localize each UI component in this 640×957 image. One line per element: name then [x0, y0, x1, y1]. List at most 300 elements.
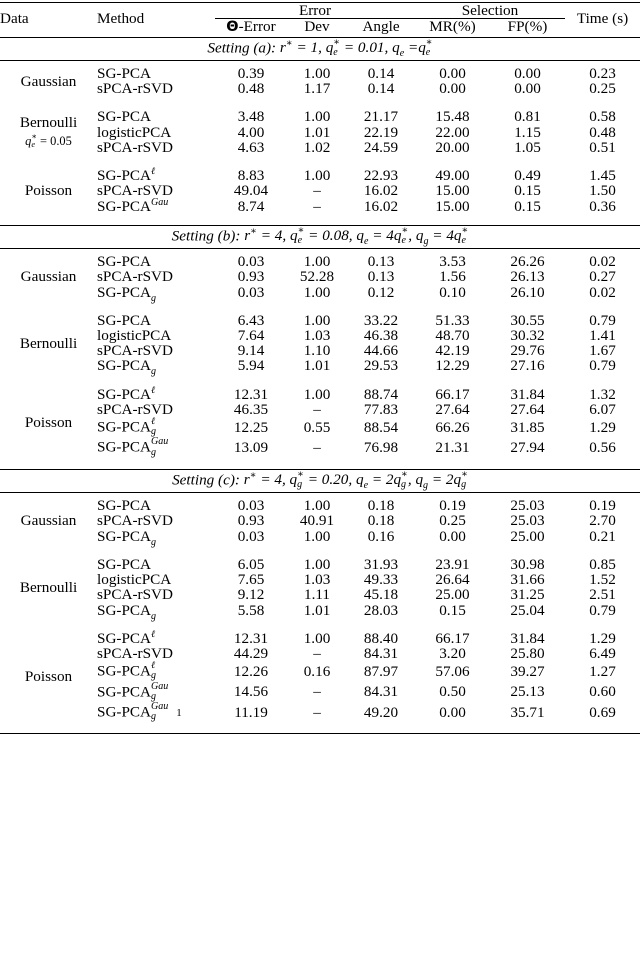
value-cell: 1.00 — [303, 497, 331, 515]
value-cell: 0.16 — [303, 662, 331, 680]
value-cell: 0.79 — [589, 601, 616, 619]
method-superscript: ℓ — [151, 628, 156, 640]
setting-param-q — [415, 468, 468, 492]
data-group-name: Gaussian — [20, 512, 77, 530]
value-cell: 0.27 — [589, 268, 616, 286]
data-group-name: Poisson — [24, 413, 73, 431]
method-cell — [97, 527, 215, 548]
value-cell: 23.91 — [435, 555, 470, 573]
value-cell: 88.40 — [363, 629, 399, 647]
q-subscript: e — [31, 140, 36, 150]
column-header-angle — [347, 19, 415, 35]
table-row — [0, 168, 640, 183]
method-name: SG-PCA — [97, 357, 152, 375]
q-subscript: g — [297, 479, 303, 491]
value-cell: 22.19 — [363, 123, 399, 141]
column-header-method — [97, 3, 215, 35]
setting-caption-row — [0, 469, 640, 490]
value-cell: 30.55 — [510, 311, 545, 329]
method-name: logisticPCA — [97, 123, 172, 141]
value-cell: 0.79 — [589, 357, 616, 375]
value-cell: 1.00 — [303, 555, 331, 573]
value-cell: 16.02 — [363, 182, 399, 200]
value-cell: – — [313, 400, 321, 418]
value-cell: 0.56 — [589, 439, 616, 457]
value-cell: 0.03 — [237, 527, 265, 545]
value-cell: 31.84 — [510, 385, 545, 403]
value-cell: 87.97 — [363, 662, 399, 680]
value-cell: 27.94 — [510, 439, 545, 457]
value-cell: 6.49 — [589, 644, 616, 662]
value-cell: 6.43 — [237, 311, 265, 329]
value-cell: 1.00 — [303, 385, 331, 403]
value-cell: 0.00 — [439, 703, 466, 721]
value-cell: 25.04 — [510, 601, 545, 619]
method-subscript: g — [151, 446, 157, 458]
method-superscript: ℓ — [151, 384, 156, 396]
table-row — [0, 498, 640, 513]
value-cell: 0.48 — [589, 123, 616, 141]
value-cell: 0.19 — [589, 497, 616, 515]
value-cell: 22.00 — [435, 123, 470, 141]
value-cell: 1.15 — [514, 123, 541, 141]
method-name: logisticPCA — [97, 571, 172, 589]
value-cell: 1.27 — [589, 662, 616, 680]
method-cell — [97, 437, 215, 457]
method-script-stack — [151, 702, 168, 722]
spacer-cell — [0, 458, 640, 467]
value-cell: 0.14 — [367, 80, 395, 98]
table-row — [0, 66, 640, 81]
method-name: SG-PCA — [97, 385, 152, 403]
method-subscript: g — [151, 670, 157, 682]
method-name: SG-PCA — [97, 527, 152, 545]
q-subscript: e — [363, 236, 369, 248]
column-header-angle-label: Angle — [362, 18, 400, 36]
value-cell: 1.03 — [303, 571, 331, 589]
value-cell: 29.76 — [510, 342, 545, 360]
value-cell: 4.63 — [237, 138, 265, 156]
method-script-stack — [151, 682, 168, 702]
row-spacer — [0, 618, 640, 631]
star-superscript: ∗ — [401, 468, 408, 480]
value-cell: 25.03 — [510, 512, 545, 530]
setting-param-q-rhs: q — [418, 39, 426, 57]
value-cell: 29.53 — [363, 357, 399, 375]
value-cell: 21.31 — [435, 439, 470, 457]
method-name: SG-PCA — [97, 497, 152, 515]
method-cell — [97, 328, 215, 343]
value-cell: 7.65 — [237, 571, 265, 589]
qstar-script-stack — [297, 470, 304, 490]
q-subscript: e — [333, 46, 338, 58]
value-cell: 0.79 — [589, 311, 616, 329]
value-cell: 20.00 — [435, 138, 470, 156]
value-cell: 0.03 — [237, 497, 265, 515]
value-cell: 77.83 — [363, 400, 399, 418]
method-name: sPCA-rSVD — [97, 586, 173, 604]
horizontal-rule — [0, 731, 640, 734]
table-row — [0, 313, 640, 328]
column-header-theta-error-label: -Error — [238, 18, 276, 36]
value-cell: 0.12 — [367, 283, 395, 301]
qstar-script-stack — [461, 470, 468, 490]
value-cell: 1.01 — [303, 601, 331, 619]
value-cell: 0.51 — [589, 138, 616, 156]
setting-param-q-rhs: q — [393, 471, 402, 489]
value-cell: 0.49 — [514, 167, 541, 185]
setting-param-q-value: = 4 — [372, 227, 394, 245]
method-cell — [97, 572, 215, 587]
value-cell: 49.00 — [435, 167, 470, 185]
spacer-cell — [0, 374, 640, 387]
value-cell: 0.13 — [367, 253, 395, 271]
qstar-script-stack — [298, 226, 305, 246]
method-cell — [97, 140, 215, 155]
star-superscript: ∗ — [297, 468, 304, 480]
value-cell: 2.70 — [589, 512, 616, 530]
method-cell — [97, 646, 215, 661]
table-row — [0, 557, 640, 572]
value-cell: 26.26 — [510, 253, 545, 271]
qstar-script-stack — [333, 38, 340, 58]
setting-caption-setting-c — [0, 469, 640, 490]
value-cell: 0.15 — [439, 601, 466, 619]
q-subscript: e — [297, 234, 303, 246]
value-cell: 0.55 — [303, 418, 331, 436]
value-cell: 1.00 — [303, 311, 331, 329]
column-group-header-error-label: Error — [298, 2, 332, 19]
value-cell: 5.94 — [237, 357, 265, 375]
value-cell: 0.36 — [589, 197, 616, 215]
data-group-name: Bernoulli — [19, 113, 78, 131]
setting-param-q-var: q — [355, 471, 364, 489]
value-cell: 0.25 — [589, 80, 616, 98]
value-cell: 46.35 — [233, 400, 269, 418]
method-subscript: g — [151, 610, 157, 622]
setting-param-qstar-var: q — [289, 471, 298, 489]
value-cell: 0.21 — [589, 527, 616, 545]
method-cell — [97, 196, 215, 215]
value-cell: 0.02 — [589, 283, 616, 301]
value-cell: 1.45 — [589, 167, 616, 185]
data-group-label — [0, 109, 97, 155]
q-subscript: e — [425, 46, 431, 58]
method-cell — [97, 557, 215, 572]
method-name: sPCA-rSVD — [97, 342, 173, 360]
method-cell — [97, 661, 215, 681]
value-cell: 1.17 — [303, 80, 331, 98]
value-cell: 15.00 — [435, 197, 470, 215]
value-cell: 51.33 — [435, 311, 470, 329]
value-cell: 9.14 — [237, 342, 265, 360]
value-cell: 22.93 — [363, 167, 399, 185]
star-superscript: ∗ — [285, 38, 293, 49]
setting-param-r-var: r — [244, 227, 251, 245]
value-cell: 0.00 — [514, 65, 541, 83]
method-superscript: ℓ — [151, 166, 156, 178]
setting-param-q-value: = 4 — [432, 227, 454, 245]
q-subscript: e — [461, 234, 466, 246]
value-cell: 9.12 — [237, 586, 265, 604]
method-superscript: Gau — [151, 196, 169, 208]
column-header-fp-label: FP(%) — [507, 18, 548, 36]
method-cell — [97, 254, 215, 269]
value-cell: 0.13 — [367, 268, 395, 286]
method-name: sPCA-rSVD — [97, 400, 173, 418]
setting-caption-label: Setting (b): — [171, 227, 241, 245]
method-name: SG-PCA — [97, 438, 152, 456]
setting-param-q-var: q — [356, 227, 364, 245]
value-cell: 0.00 — [439, 80, 466, 98]
value-cell: 1.00 — [303, 108, 331, 126]
method-cell — [97, 498, 215, 513]
method-name: SG-PCA — [97, 253, 152, 271]
spacer-cell — [0, 722, 640, 731]
method-name: SG-PCA — [97, 629, 152, 647]
value-cell: 1.00 — [303, 283, 331, 301]
value-cell: 15.48 — [435, 108, 470, 126]
value-cell: 1.00 — [303, 253, 331, 271]
value-cell: 25.00 — [510, 527, 545, 545]
row-spacer — [0, 300, 640, 313]
setting-param-q-var: q — [415, 471, 424, 489]
value-cell: 0.19 — [439, 497, 466, 515]
value-cell: 27.64 — [510, 400, 545, 418]
setting-param-q-value: = 2 — [371, 471, 394, 489]
value-cell: 8.83 — [237, 167, 265, 185]
q-subscript: e — [401, 234, 406, 246]
qstar-script-stack — [401, 470, 408, 490]
value-cell: 0.39 — [237, 65, 265, 83]
table-row — [0, 254, 640, 269]
setting-param-qstar-value: = 0.01, — [343, 39, 389, 57]
method-script-stack — [151, 417, 156, 437]
row-spacer — [0, 458, 640, 467]
column-group-header-selection — [415, 3, 565, 19]
setting-param-q-var: q — [392, 39, 400, 57]
q-subscript: e — [399, 48, 405, 60]
q-subscript: e — [363, 480, 369, 492]
value-cell: 28.03 — [363, 601, 399, 619]
setting-param-qstar — [325, 36, 389, 58]
method-script-stack — [151, 437, 168, 457]
method-cell — [97, 81, 215, 96]
setting-param-r — [280, 39, 322, 56]
value-cell: 1.67 — [589, 342, 616, 360]
setting-param-q-rhs: q — [453, 471, 462, 489]
value-cell: 84.31 — [363, 644, 399, 662]
method-cell — [97, 384, 215, 403]
method-superscript: Gau — [151, 436, 169, 448]
method-name: SG-PCA — [97, 197, 152, 215]
column-header-method-label: Method — [97, 10, 145, 28]
value-cell: 26.13 — [510, 268, 545, 286]
data-group-name: Gaussian — [20, 268, 77, 286]
value-cell: – — [313, 182, 321, 200]
column-group-header-selection-label: Selection — [461, 2, 519, 19]
q-subscript: g — [461, 479, 467, 491]
value-cell: 6.05 — [237, 555, 265, 573]
value-cell: 5.58 — [237, 601, 265, 619]
theta-symbol: Θ — [226, 19, 239, 36]
value-cell: 44.29 — [233, 644, 269, 662]
value-cell: – — [313, 197, 321, 215]
method-cell — [97, 628, 215, 647]
star-superscript: ∗ — [250, 226, 257, 238]
setting-param-q-var: q — [415, 227, 424, 245]
setting-param-q — [392, 36, 433, 60]
method-cell — [97, 343, 215, 358]
value-cell: 0.18 — [367, 512, 395, 530]
value-cell: 12.31 — [233, 385, 269, 403]
value-cell: 12.25 — [233, 418, 269, 436]
value-cell: 88.74 — [363, 385, 399, 403]
method-cell — [97, 125, 215, 140]
column-header-mr-label: MR(%) — [429, 18, 476, 36]
method-cell — [97, 313, 215, 328]
value-cell: 1.00 — [303, 167, 331, 185]
value-cell: 45.18 — [363, 586, 399, 604]
column-header-data — [0, 3, 97, 35]
value-cell: 66.17 — [435, 385, 470, 403]
method-name: SG-PCA — [97, 555, 152, 573]
qstar-script-stack — [462, 226, 469, 246]
method-superscript: Gau — [151, 700, 169, 712]
data-group-label — [0, 387, 97, 458]
value-cell: 25.00 — [435, 586, 470, 604]
value-cell: 88.54 — [363, 418, 399, 436]
setting-caption-setting-a — [0, 37, 640, 58]
value-cell: 0.15 — [514, 182, 541, 200]
method-cell — [97, 601, 215, 622]
value-cell: 2.51 — [589, 586, 616, 604]
method-cell — [97, 269, 215, 284]
method-subscript: g — [151, 426, 157, 438]
rule-line — [0, 731, 640, 734]
spacer-cell — [0, 618, 640, 631]
method-name: logisticPCA — [97, 326, 172, 344]
value-cell: 14.56 — [233, 683, 269, 701]
value-cell: 0.93 — [237, 512, 265, 530]
star-superscript: ∗ — [297, 224, 305, 236]
data-group-label — [0, 313, 97, 374]
setting-caption-label: Setting (c): — [172, 471, 240, 489]
sublabel-value: = 0.05 — [36, 134, 72, 149]
star-superscript: ∗ — [461, 224, 469, 236]
value-cell: 24.59 — [363, 138, 399, 156]
setting-param-r-var: r — [279, 39, 286, 57]
value-cell: 31.25 — [510, 586, 545, 604]
setting-param-r — [244, 227, 286, 244]
method-superscript: Gau — [151, 680, 169, 692]
method-subscript: g — [151, 292, 157, 304]
value-cell: 66.17 — [435, 629, 470, 647]
value-cell: 13.09 — [233, 439, 269, 457]
value-cell: 1.10 — [303, 342, 331, 360]
column-header-dev-label: Dev — [304, 18, 330, 36]
method-script-stack — [151, 661, 156, 681]
method-name: SG-PCA — [97, 601, 152, 619]
method-name: sPCA-rSVD — [97, 644, 173, 662]
column-header-dev — [287, 19, 347, 35]
value-cell: 42.19 — [435, 342, 470, 360]
value-cell: 1.01 — [303, 357, 331, 375]
value-cell: 52.28 — [299, 268, 335, 286]
data-group-label — [0, 498, 97, 544]
setting-caption-row — [0, 37, 640, 58]
data-group-sublabel — [0, 130, 97, 150]
spacer-cell — [0, 544, 640, 557]
value-cell: 76.98 — [363, 439, 399, 457]
table-row — [0, 631, 640, 646]
value-cell: 0.18 — [367, 497, 395, 515]
setting-param-qstar-value: = 0.08, — [308, 227, 353, 245]
value-cell: 1.00 — [303, 527, 331, 545]
setting-param-q-rhs: q — [453, 227, 462, 245]
value-cell: 49.04 — [233, 182, 269, 200]
value-cell: 3.20 — [439, 644, 466, 662]
method-name: SG-PCA — [97, 682, 152, 700]
method-subscript: g — [151, 536, 157, 548]
table-row — [0, 387, 640, 402]
setting-param-q — [415, 224, 469, 248]
q-subscript: g — [401, 479, 407, 491]
data-group-label — [0, 254, 97, 300]
value-cell: 1.50 — [589, 182, 616, 200]
value-cell: 0.60 — [589, 683, 616, 701]
row-spacer — [0, 214, 640, 223]
row-spacer — [0, 374, 640, 387]
value-cell: 4.00 — [237, 123, 265, 141]
value-cell: 0.15 — [514, 197, 541, 215]
star-superscript: ∗ — [31, 132, 37, 142]
value-cell: 1.02 — [303, 138, 331, 156]
data-group-name: Bernoulli — [19, 578, 78, 596]
setting-param-r-var: r — [243, 471, 250, 489]
method-cell — [97, 402, 215, 417]
value-cell: 0.25 — [439, 512, 466, 530]
value-cell: 0.00 — [439, 527, 466, 545]
setting-param-q-rhs: q — [393, 227, 402, 245]
method-name: sPCA-rSVD — [97, 80, 173, 98]
value-cell: 25.80 — [510, 644, 545, 662]
value-cell: – — [313, 683, 321, 701]
value-cell: 0.23 — [589, 65, 616, 83]
value-cell: 1.00 — [303, 65, 331, 83]
method-cell — [97, 513, 215, 528]
column-group-header-error — [215, 3, 415, 19]
value-cell: 12.31 — [233, 629, 269, 647]
column-header-fp — [490, 19, 565, 35]
value-cell: 0.81 — [514, 108, 541, 126]
value-cell: 3.53 — [439, 253, 466, 271]
table-row — [0, 109, 640, 124]
column-header-mr — [415, 19, 490, 35]
method-cell — [97, 357, 215, 378]
method-name: SG-PCA — [97, 662, 152, 680]
star-superscript: ∗ — [425, 36, 433, 48]
sublabel-q-var: q — [25, 134, 32, 149]
spacer-cell — [0, 214, 640, 223]
value-cell: 1.05 — [514, 138, 541, 156]
star-superscript: ∗ — [249, 470, 257, 482]
value-cell: 30.32 — [510, 326, 545, 344]
value-cell: – — [313, 703, 321, 721]
setting-param-qstar — [289, 468, 353, 491]
method-cell — [97, 702, 215, 722]
value-cell: 15.00 — [435, 182, 470, 200]
